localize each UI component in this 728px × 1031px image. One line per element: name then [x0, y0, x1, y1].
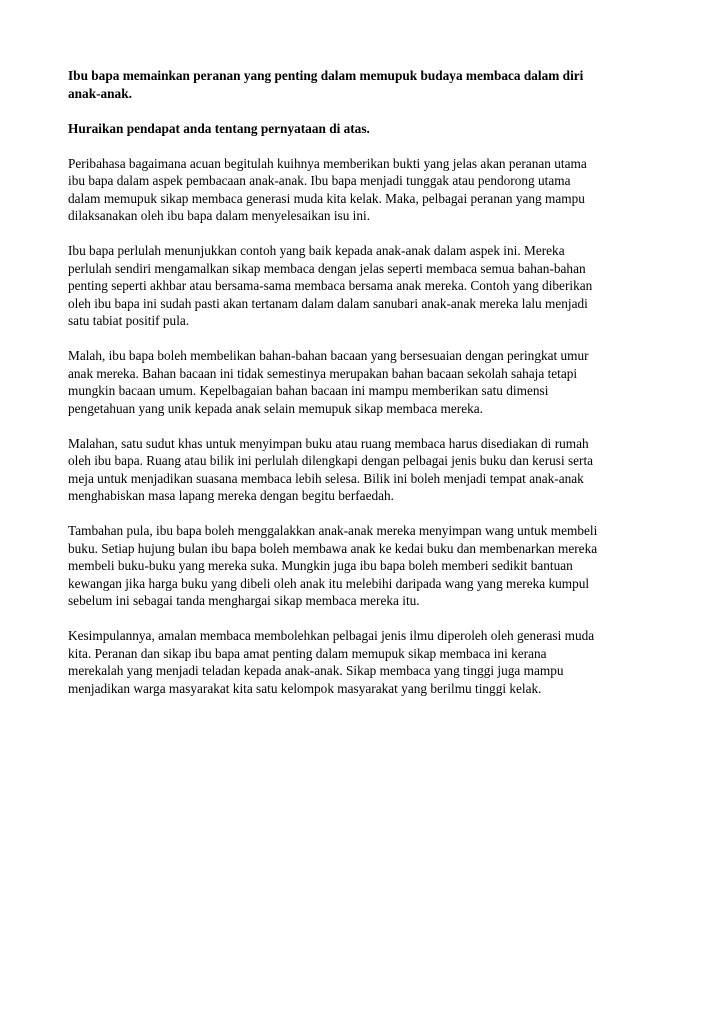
paragraph-line: merekalah yang menjadi teladan kepada anak-anak. Sikap membaca yang tinggi juga mampu	[68, 663, 564, 678]
paragraph-line: kita. Peranan dan sikap ibu bapa amat penting dalam memupuk sikap membaca ini kerana	[68, 645, 547, 661]
paragraph-line: kewangan jika harga buku yang dibeli oleh anak itu melebihi daripada wang yang mereka kumpul	[68, 575, 590, 591]
paragraph-introduction	[68, 155, 668, 225]
paragraph-point-1	[68, 242, 668, 330]
paragraph-line: perlulah sendiri mengamalkan sikap membaca dengan jelas seperti membaca semua bahan-bahan	[68, 260, 586, 276]
paragraph-line: Malahan, satu sudut khas untuk menyimpan buku atau ruang membaca harus disediakan di rumah	[68, 435, 589, 451]
essay-title-line: Ibu bapa memainkan peranan yang penting dalam memupuk budaya membaca dalam diri	[68, 68, 584, 83]
paragraph-line: Peribahasa bagaimana acuan begitulah kuihnya memberikan bukti yang jelas akan peranan utama	[68, 155, 587, 171]
paragraph-line: membeli buku-buku yang mereka suka. Mungkin juga ibu bapa boleh memberi sedikit bantuan	[68, 558, 573, 573]
paragraph-line: sebelum ini sebagai tanda menghargai sikap membaca mereka itu.	[68, 593, 420, 608]
paragraph-line: pengetahuan yang unik kepada anak selain memupuk sikap membaca mereka.	[68, 400, 484, 416]
paragraph-line: Kesimpulannya, amalan membaca membolehkan pelbagai jenis ilmu diperoleh oleh generasi muda	[68, 628, 595, 643]
paragraph-line: dilaksanakan oleh ibu bapa dalam menyelesaikan isu ini.	[68, 208, 371, 223]
paragraph-line: menghabiskan masa lapang mereka dengan begitu berfaedah.	[68, 488, 395, 503]
essay-title	[68, 67, 668, 102]
paragraph-line: Ibu bapa perlulah menunjukkan contoh yang baik kepada anak-anak dalam aspek ini. Mereka	[68, 243, 565, 258]
document-page	[68, 67, 668, 715]
paragraph-line: mungkin bacaan umum. Kepelbagaian bahan bacaan ini mampu memberikan satu dimensi	[68, 383, 549, 398]
paragraph-line: buku. Setiap hujung bulan ibu bapa boleh membawa anak ke kedai buku dan membenarkan mereka	[68, 540, 598, 556]
paragraph-line: Malah, ibu bapa boleh membelikan bahan-bahan bacaan yang bersesuaian dengan peringkat umur	[68, 348, 589, 363]
paragraph-line: oleh ibu bapa ini sudah pasti akan tertanam dalam dalam sanubari anak-anak mereka lalu menjadi	[68, 295, 588, 311]
paragraph-line: oleh ibu bapa. Ruang atau bilik ini perlulah dilengkapi dengan pelbagai jenis buku dan kerusi serta	[68, 453, 594, 468]
paragraph-point-3	[68, 435, 668, 505]
paragraph-line: satu tabiat positif pula.	[68, 313, 190, 328]
paragraph-line: dalam memupuk sikap membaca generasi muda kita kelak. Maka, pelbagai peranan yang mampu	[68, 190, 585, 206]
paragraph-conclusion	[68, 627, 668, 697]
paragraph-line: meja untuk menjadikan suasana membaca lebih selesa. Bilik ini boleh menjadi tempat anak-anak	[68, 470, 584, 486]
essay-title-line: anak-anak.	[68, 85, 132, 101]
paragraph-line: Tambahan pula, ibu bapa boleh menggalakkan anak-anak mereka menyimpan wang untuk membeli	[68, 523, 598, 538]
paragraph-line: ibu bapa dalam aspek pembacaan anak-anak. Ibu bapa menjadi tunggak atau pendorong utama	[68, 173, 571, 188]
essay-question	[68, 120, 668, 138]
paragraph-point-2	[68, 347, 668, 417]
paragraph-line: menjadikan warga masyarakat kita satu kelompok masyarakat yang berilmu tinggi kelak.	[68, 680, 542, 696]
paragraph-line: anak mereka. Bahan bacaan ini tidak semestinya merupakan bahan bacaan sekolah sahaja tetapi	[68, 365, 578, 381]
paragraph-line: penting seperti akhbar atau bersama-sama membaca bersama anak mereka. Contoh yang diberikan	[68, 278, 593, 293]
paragraph-point-4	[68, 522, 668, 610]
essay-question-line: Huraikan pendapat anda tentang pernyataan di atas.	[68, 120, 370, 136]
